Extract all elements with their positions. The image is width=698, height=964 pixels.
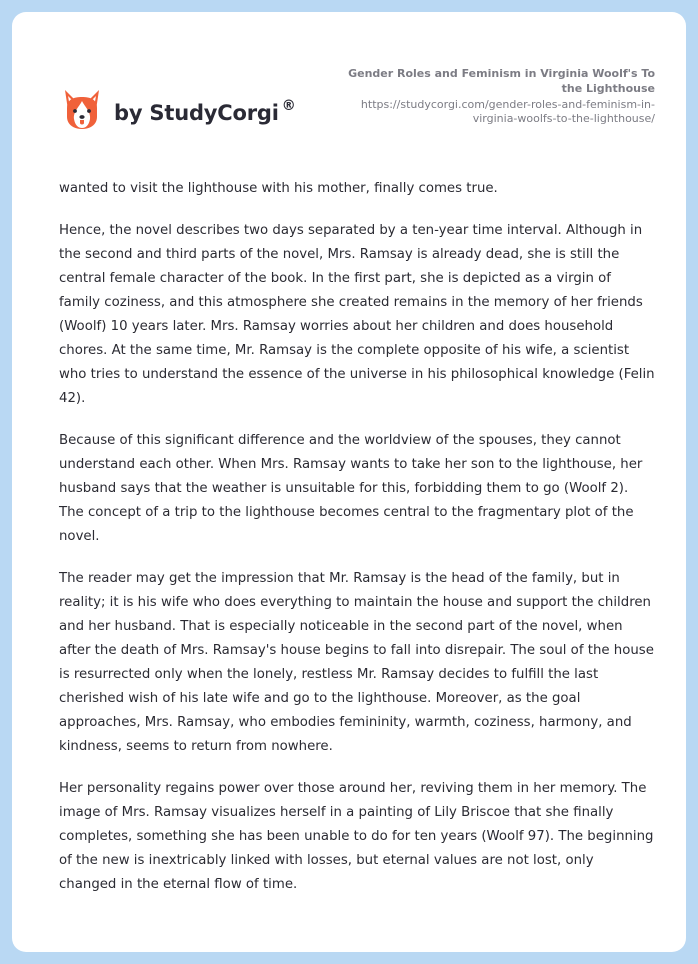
corgi-icon — [62, 88, 102, 132]
registered-mark: ® — [281, 98, 296, 114]
paragraph: Because of this significant difference and the worldview of the spouses, they cannot understand each other. When Mrs. Ramsay wants to take her son to the lighthouse, her husband says that the weather is unsuitable for this, forbidding them to go (Woolf 2). The concept of a trip to the lighthouse becomes central to the fragmentary plot of the novel. — [59, 433, 643, 544]
paragraph: Her personality regains power over those around her, reviving them in her memory. The image of Mrs. Ramsay visualizes herself in a painting of Lily Briscoe that she finally completes, something she has been unable to do for ten years (Woolf 97). The beginning of the new is inextricably linked with losses, but eternal values are not lost, only changed in the eternal flow of time. — [59, 781, 654, 892]
brand-name: by StudyCorgi ® — [114, 98, 296, 125]
paragraph: wanted to visit the lighthouse with his mother, finally comes true. — [59, 181, 498, 196]
document-page — [12, 12, 686, 952]
paragraph: The reader may get the impression that Mr. Ramsay is the head of the family, but in reality; it is his wife who does everything to maintain the house and support the children and her husband. That is especially noticeable in the second part of the novel, when after the death of Mrs. Ramsay's house begins to fall into disrepair. The soul of the house is resurrected only when the lonely, restless Mr. Ramsay decides to fulfill the last cherished wish of his late wife and go to the lighthouse. Moreover, as the goal approaches, Mrs. Ramsay, who embodies femininity, warmth, coziness, harmony, and kindness, seems to return from nowhere. — [59, 571, 654, 754]
studycorgi-logo[interactable] — [62, 88, 296, 132]
document-url[interactable]: https://studycorgi.com/gender-roles-and-feminism-in-virginia-woolfs-to-the-lighthouse/ — [360, 98, 655, 125]
document-body — [59, 177, 655, 915]
document-title: Gender Roles and Feminism in Virginia Woolf's To the Lighthouse — [348, 67, 655, 95]
document-header — [325, 66, 655, 126]
paragraph: Hence, the novel describes two days separated by a ten-year time interval. Although in the second and third parts of the novel, Mrs. Ramsay is already dead, she is still the central female character of the book. In the first part, she is depicted as a virgin of family coziness, and this atmosphere she created remains in the memory of her friends (Woolf) 10 years later. Mrs. Ramsay worries about her children and does household chores. At the same time, Mr. Ramsay is the complete opposite of his wife, a scientist who tries to understand the essence of the universe in his philosophical knowledge (Felin 42). — [59, 223, 655, 406]
